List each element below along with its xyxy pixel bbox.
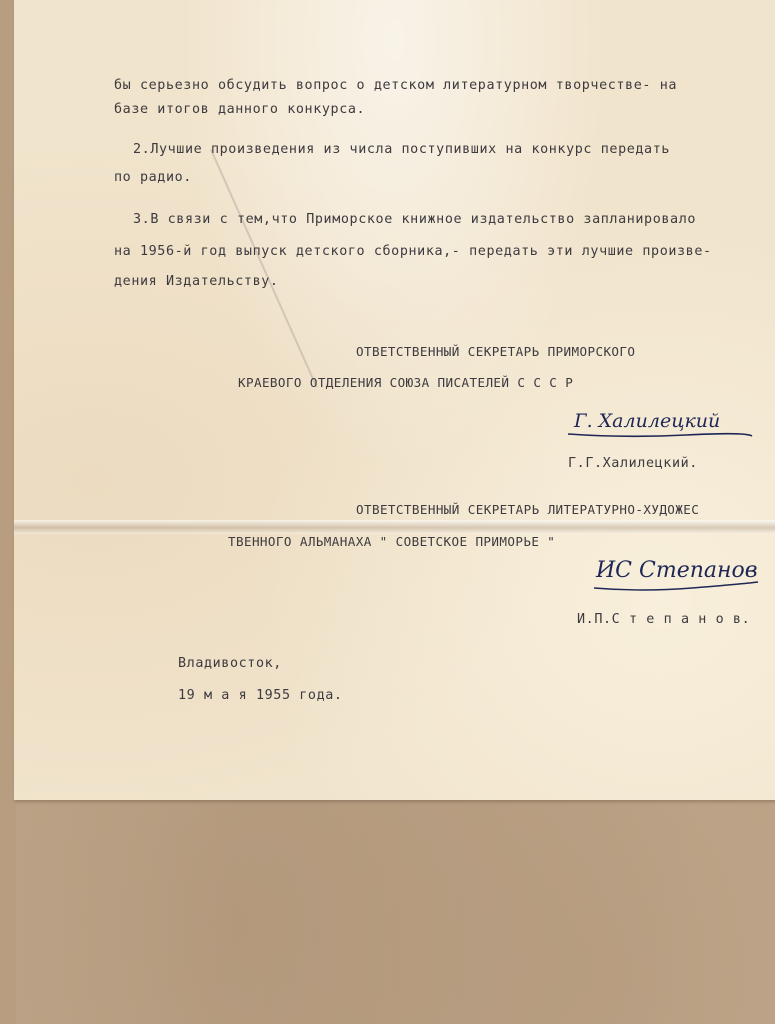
signatory1-title-line1: ОТВЕТСТВЕННЫЙ СЕКРЕТАРЬ ПРИМОРСКОГО bbox=[356, 344, 636, 359]
body-line-3: 2.Лучшие произведения из числа поступивших на конкурс передать bbox=[133, 142, 671, 157]
document-place: Владивосток, bbox=[178, 656, 282, 671]
body-line-5: 3.В связи с тем,что Приморское книжное издательство запланировало bbox=[133, 212, 697, 227]
paper-fold-line bbox=[14, 520, 775, 534]
typed-document-page bbox=[14, 0, 775, 800]
body-line-6: на 1956-й год выпуск детского сборника,- передать эти лучшие произве- bbox=[114, 244, 712, 259]
signatory2-name: И.П.С т е п а н о в. bbox=[577, 612, 751, 627]
body-line-1: бы серьезно обсудить вопрос о детском литературном творчестве- на bbox=[114, 78, 678, 93]
body-line-7: дения Издательству. bbox=[114, 274, 279, 289]
signatory2-title-line2: ТВЕННОГО АЛЬМАНАХА " СОВЕТСКОЕ ПРИМОРЬЕ " bbox=[228, 534, 556, 549]
body-line-2: базе итогов данного конкурса. bbox=[114, 102, 366, 117]
document-date: 19 м а я 1955 года. bbox=[178, 688, 343, 703]
signatory1-title-line2: КРАЕВОГО ОТДЕЛЕНИЯ СОЮЗА ПИСАТЕЛЕЙ С С С Р bbox=[238, 375, 574, 390]
signatory2-title-line1: ОТВЕТСТВЕННЫЙ СЕКРЕТАРЬ ЛИТЕРАТУРНО-ХУДОЖЕС bbox=[356, 502, 700, 517]
signatory1-name: Г.Г.Халилецкий. bbox=[568, 456, 698, 471]
signature-khalilecky-text: Г. Халилецкий bbox=[574, 410, 721, 432]
signature-stepanov bbox=[592, 552, 762, 596]
signature-underline-1 bbox=[566, 408, 756, 440]
body-line-4: по радио. bbox=[114, 170, 192, 185]
signature-khalilecky bbox=[566, 408, 756, 440]
signature-stepanov-text: ИС Степанов bbox=[596, 558, 758, 583]
signature-flourish-2 bbox=[592, 552, 762, 596]
